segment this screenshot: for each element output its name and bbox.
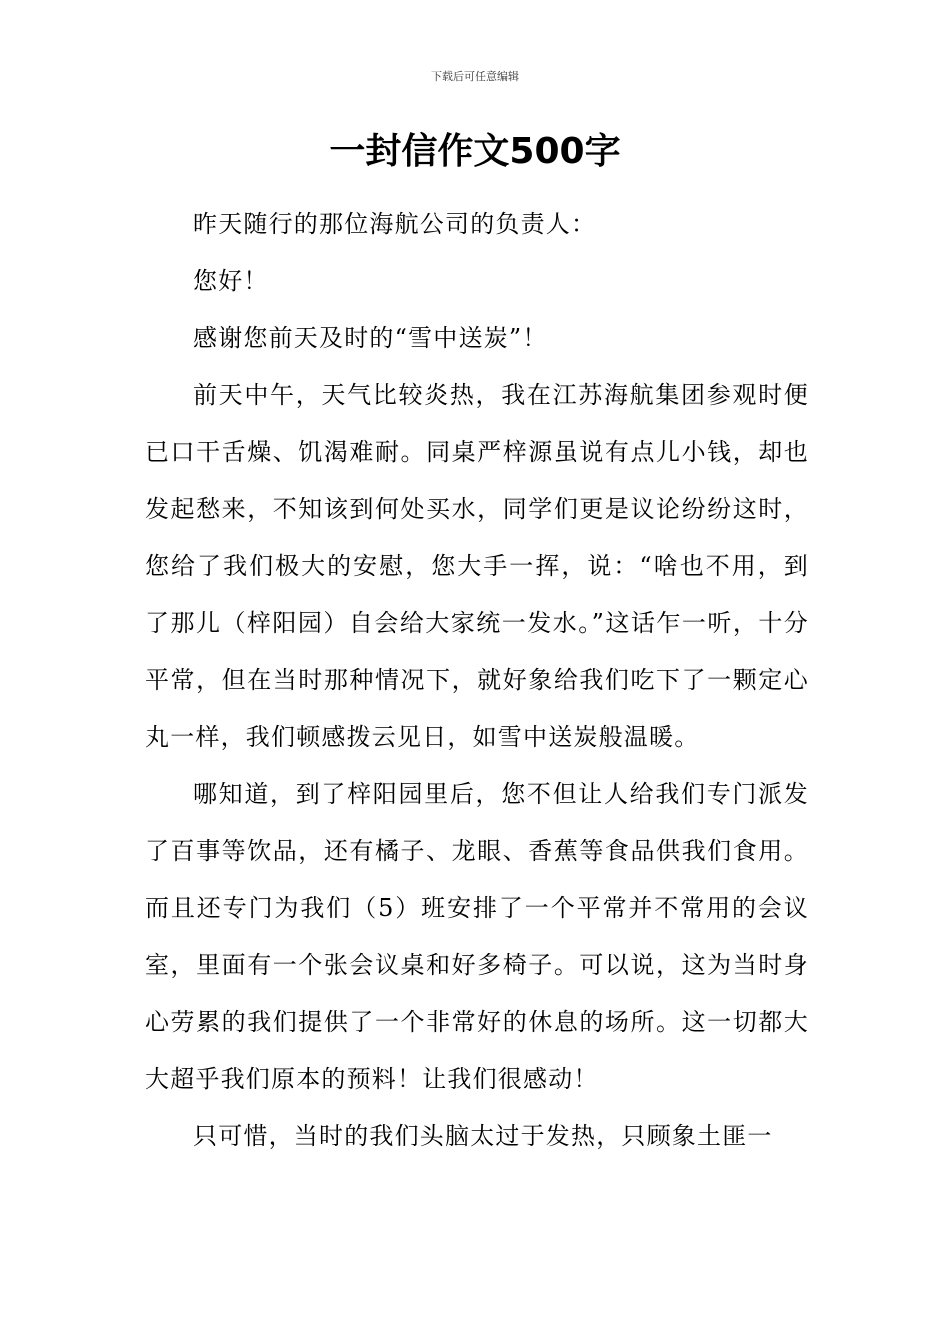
paragraph-body: 前天中午，天气比较炎热，我在江苏海航集团参观时便已口干舌燥、饥渴难耐。同桌严梓源虽说有点儿小钱，却也发起愁来，不知该到何处买水，同学们更是议论纷纷这时，您给了我们极大的安慰，您大手一挥，说：“啥也不用，到了那儿（梓阳园）自会给大家统一发水。”这话乍一听，十分平常，但在当时那种情况下，就好象给我们吃下了一颗定心丸一样，我们顿感拨云见日，如雪中送炭般温暖。 <box>145 381 809 751</box>
paragraph-greeting: 您好！ <box>193 267 269 295</box>
paragraph-body: 哪知道，到了梓阳园里后，您不但让人给我们专门派发了百事等饮品，还有橘子、龙眼、香蕉等食品供我们食用。而且还专门为我们（5）班安排了一个平常并不常用的会议室，里面有一个张会议桌和好多椅子。可以说，这为当时身心劳累的我们提供了一个非常好的休息的场所。这一切都大大超乎我们原本的预料！让我们很感动！ <box>145 780 809 1093</box>
header-note: 下载后可任意编辑 <box>431 70 519 83</box>
paragraph-salutation: 昨天随行的那位海航公司的负责人： <box>193 210 597 238</box>
paragraph-thanks: 感谢您前天及时的“雪中送炭”！ <box>193 324 548 352</box>
document-title: 一封信作文500字 <box>329 131 621 172</box>
paragraph-body: 只可惜，当时的我们头脑太过于发热，只顾象土匪一 <box>193 1122 773 1150</box>
document-body <box>145 196 809 1165</box>
